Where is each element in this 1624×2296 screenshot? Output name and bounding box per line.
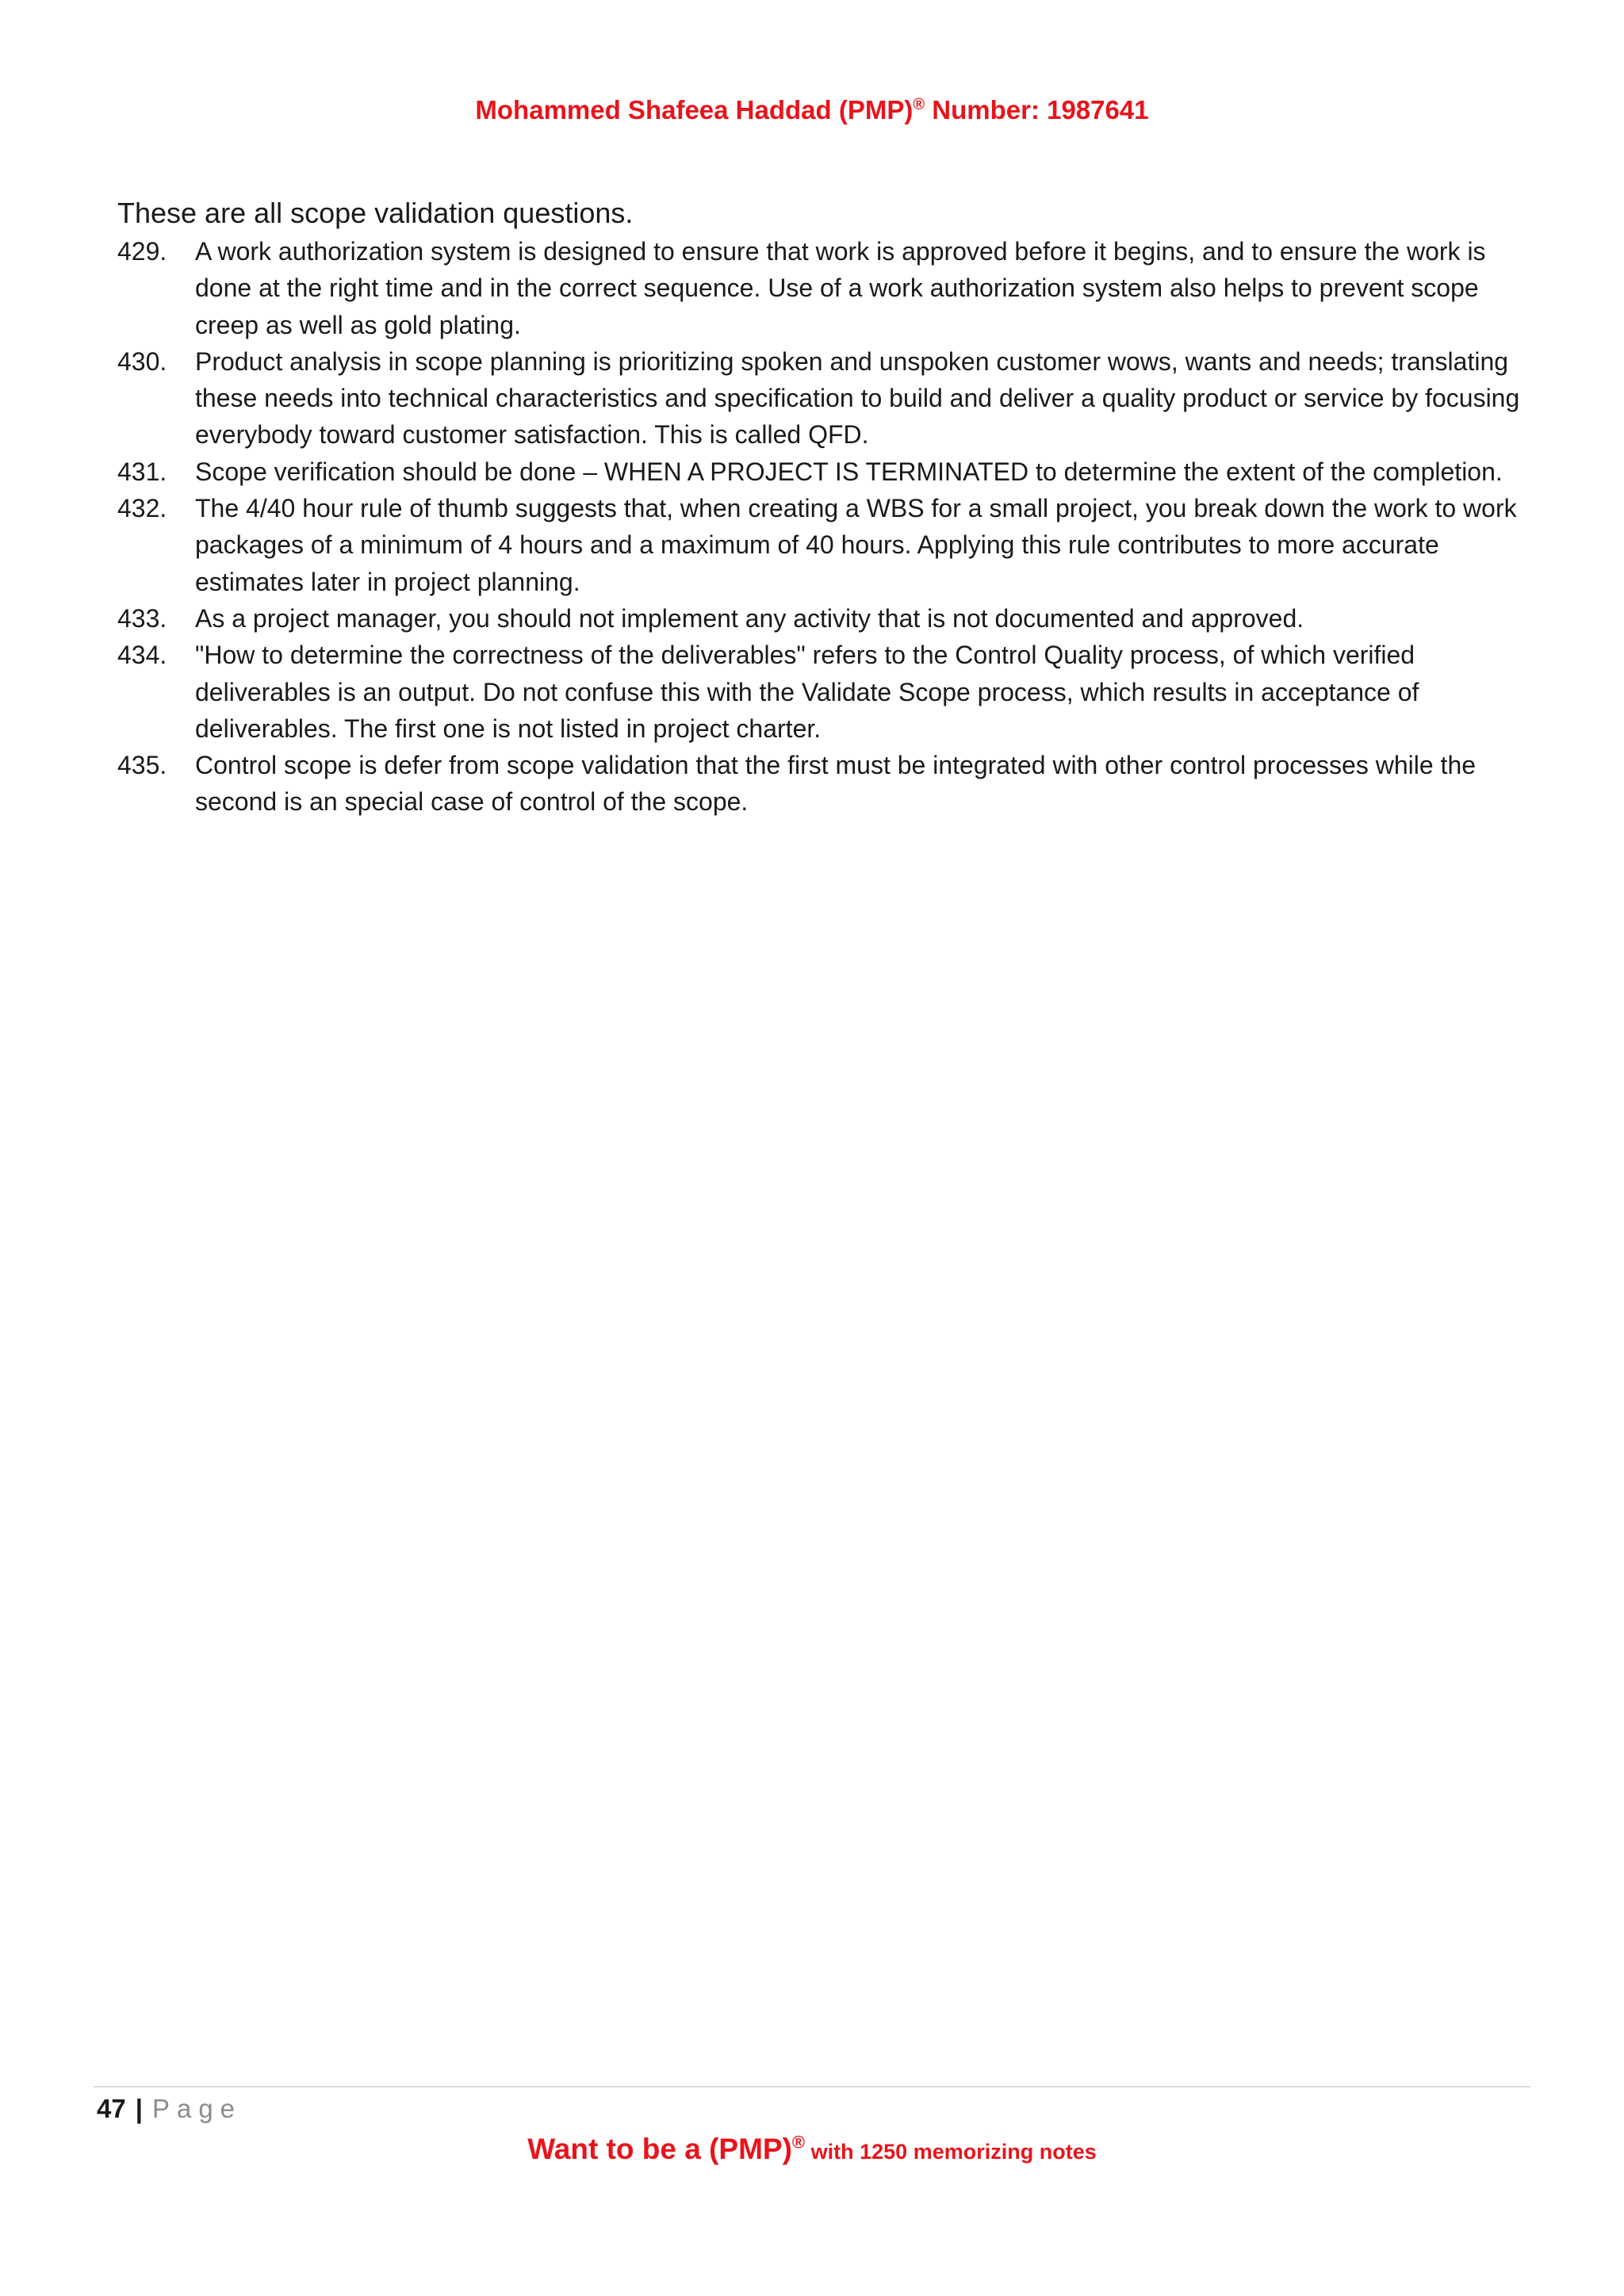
- note-number: 435.: [117, 751, 167, 780]
- header-pmp-number: Number: 1987641: [925, 95, 1149, 124]
- footer-divider: [94, 2086, 1530, 2087]
- footer-tagline: [0, 2133, 1624, 2166]
- note-text: As a project manager, you should not implement any activity that is not documented and approved.: [195, 603, 1304, 633]
- note-item-429: [117, 233, 1521, 343]
- note-number: 430.: [117, 346, 167, 376]
- note-text: Scope verification should be done – WHEN A PROJECT IS TERMINATED to determine the extent of the completion.: [195, 457, 1503, 486]
- header-name: Mohammed Shafeea Haddad (PMP): [475, 95, 914, 124]
- note-text: A work authorization system is designed to ensure that work is approved before it begins, and to ensure the work is done at the right time and in the correct sequence. Use of a work authorization system also helps to prevent scope creep as well as gold plating.: [195, 237, 1486, 339]
- header-registered-mark: ®: [913, 96, 925, 113]
- note-number: 432.: [117, 494, 167, 523]
- intro-line: These are all scope validation questions.: [117, 197, 634, 229]
- note-item-435: [117, 747, 1521, 821]
- note-text: Product analysis in scope planning is prioritizing spoken and unspoken customer wows, wants and needs; translating these needs into technical characteristics and specification to build and deliver a quality product or service by focusing everybody toward customer satisfaction. This is called QFD.: [195, 346, 1520, 450]
- note-text: "How to determine the correctness of the deliverables" refers to the Control Quality process, of which verified deliverables is an output. Do not confuse this with the Validate Scope process, which results in acceptance of deliverables. The first one is not listed in project charter.: [195, 641, 1419, 743]
- note-item-434: [117, 637, 1521, 747]
- footer-tagline-text: Want to be a (PMP): [527, 2133, 792, 2165]
- note-item-432: [117, 490, 1521, 600]
- page-header: [0, 95, 1624, 125]
- note-text: The 4/40 hour rule of thumb suggests that, when creating a WBS for a small project, you break down the work to work packages of a minimum of 4 hours and a maximum of 40 hours. Applying this rule contributes to more accurate estimates later in project planning.: [195, 494, 1517, 596]
- note-number: 434.: [117, 641, 167, 670]
- note-number: 433.: [117, 603, 167, 633]
- page-word: Page: [151, 2094, 243, 2123]
- notes-list: [117, 233, 1521, 821]
- page-number-label: [97, 2093, 242, 2125]
- note-number: 429.: [117, 237, 167, 266]
- note-text: Control scope is defer from scope validation that the first must be integrated with other control processes while the second is an special case of control of the scope.: [195, 751, 1477, 817]
- page-number: 47: [97, 2094, 126, 2123]
- note-item-430: [117, 343, 1521, 453]
- footer-registered-mark: ®: [791, 2132, 806, 2152]
- note-number: 431.: [117, 457, 167, 486]
- footer-tagline-main: [527, 2133, 805, 2165]
- note-item-433: [117, 600, 1521, 637]
- page-separator: |: [135, 2094, 143, 2123]
- footer-tagline-notes: with 1250 memorizing notes: [805, 2140, 1097, 2164]
- note-item-431: [117, 453, 1521, 490]
